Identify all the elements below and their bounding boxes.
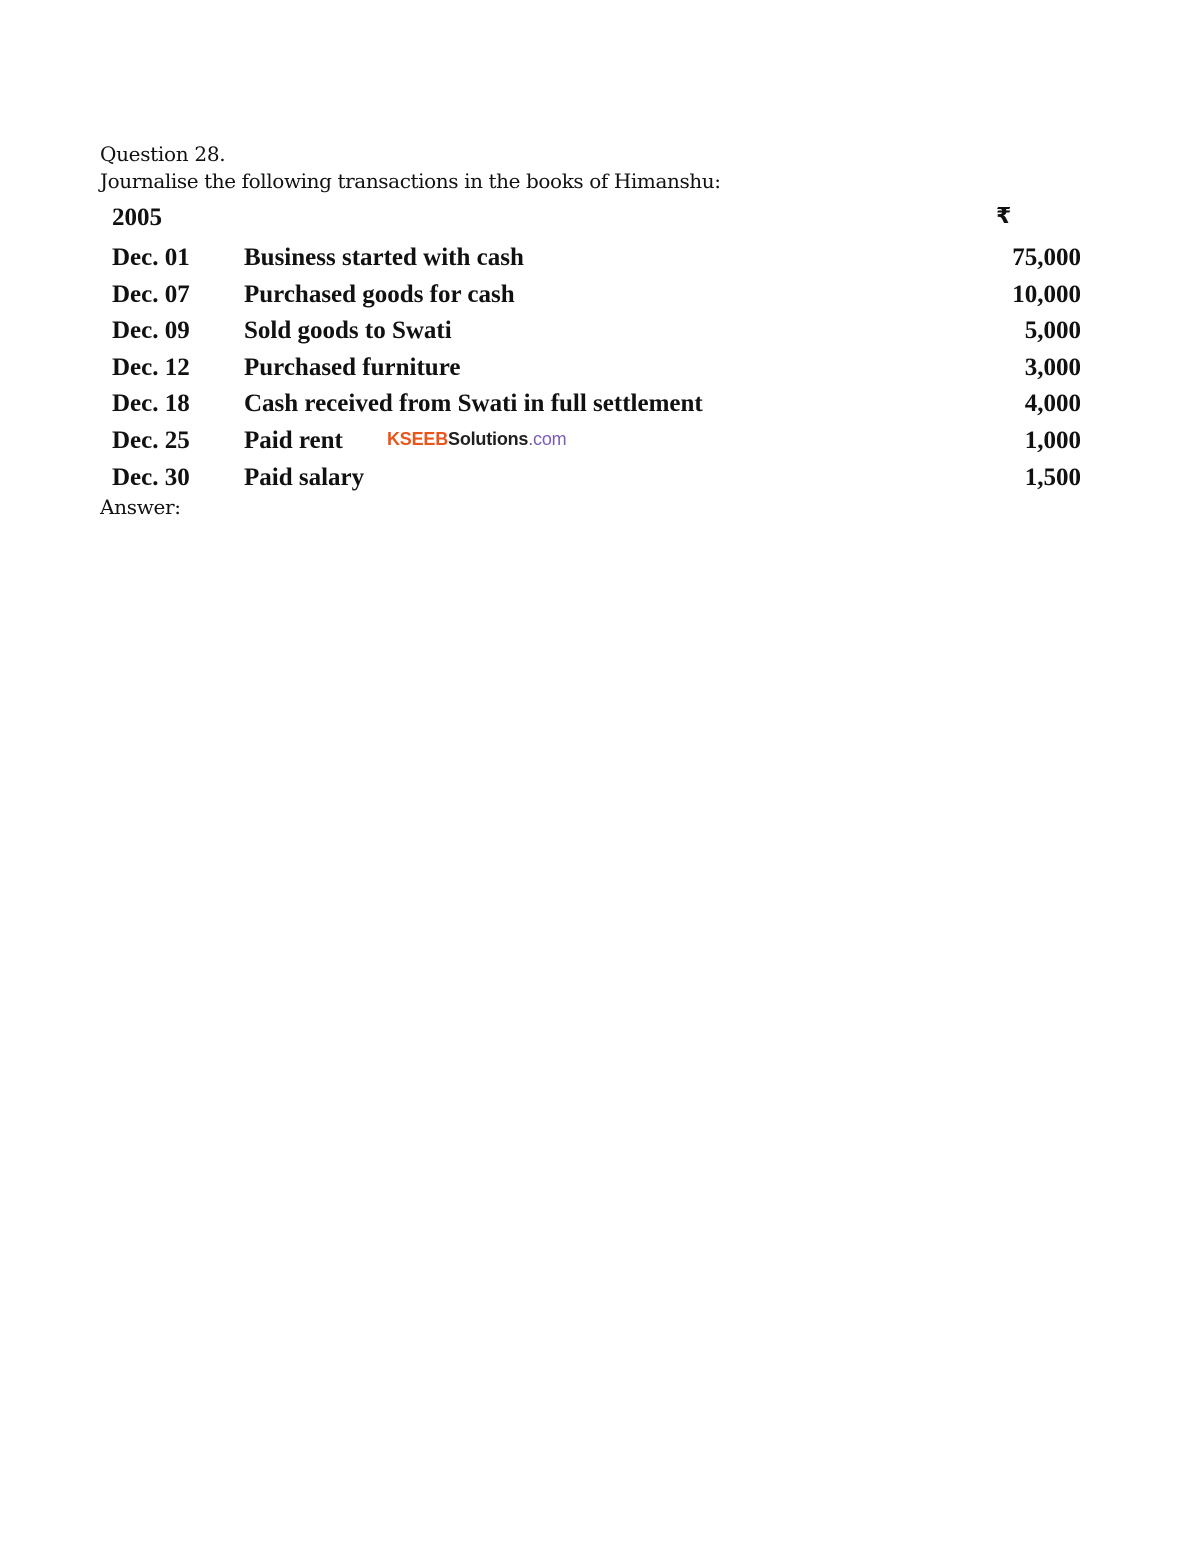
- question-title: Question 28.: [100, 142, 226, 166]
- table-row: [112, 277, 1087, 314]
- transaction-amount: 10,000: [1012, 280, 1081, 308]
- site-watermark: [387, 429, 566, 450]
- transaction-amount: 5,000: [1024, 317, 1081, 345]
- answer-label: Answer:: [100, 495, 181, 519]
- question-text: Journalise the following transactions in the books of Himanshu:: [100, 169, 721, 193]
- transaction-description: Cash received from Swati in full settlement: [244, 390, 703, 418]
- table-row: [112, 386, 1087, 423]
- transaction-description: Business started with cash: [244, 244, 524, 271]
- watermark-brand: KSEEB: [387, 429, 449, 449]
- table-row: [112, 460, 1087, 497]
- watermark-domain: .com: [528, 429, 567, 449]
- table-row: [112, 350, 1087, 387]
- transaction-date: Dec. 07: [112, 280, 190, 308]
- transaction-date: Dec. 18: [112, 390, 190, 418]
- table-row: [112, 423, 1087, 460]
- table-row: [112, 240, 1087, 277]
- transaction-date: Dec. 09: [112, 317, 190, 345]
- transaction-amount: 75,000: [1012, 244, 1081, 271]
- table-row: [112, 313, 1087, 350]
- transaction-amount: 3,000: [1024, 353, 1081, 381]
- transaction-amount: 1,000: [1024, 426, 1081, 454]
- watermark-name: Solutions: [448, 429, 529, 449]
- transaction-amount: 4,000: [1024, 390, 1081, 418]
- transaction-description: Purchased furniture: [244, 353, 461, 381]
- transactions-table: [112, 200, 1087, 496]
- transaction-date: Dec. 01: [112, 244, 190, 271]
- transaction-date: Dec. 30: [112, 463, 190, 491]
- year-label: 2005: [112, 204, 162, 231]
- table-header: [112, 200, 1087, 240]
- transaction-description: Sold goods to Swati: [244, 317, 452, 345]
- transaction-date: Dec. 12: [112, 353, 190, 381]
- transaction-description: Paid salary: [244, 463, 365, 491]
- transaction-description: Purchased goods for cash: [244, 280, 515, 308]
- rupee-symbol: ₹: [996, 204, 1012, 229]
- transaction-amount: 1,500: [1024, 463, 1081, 491]
- transaction-description: Paid rent: [244, 426, 343, 454]
- transaction-date: Dec. 25: [112, 426, 190, 454]
